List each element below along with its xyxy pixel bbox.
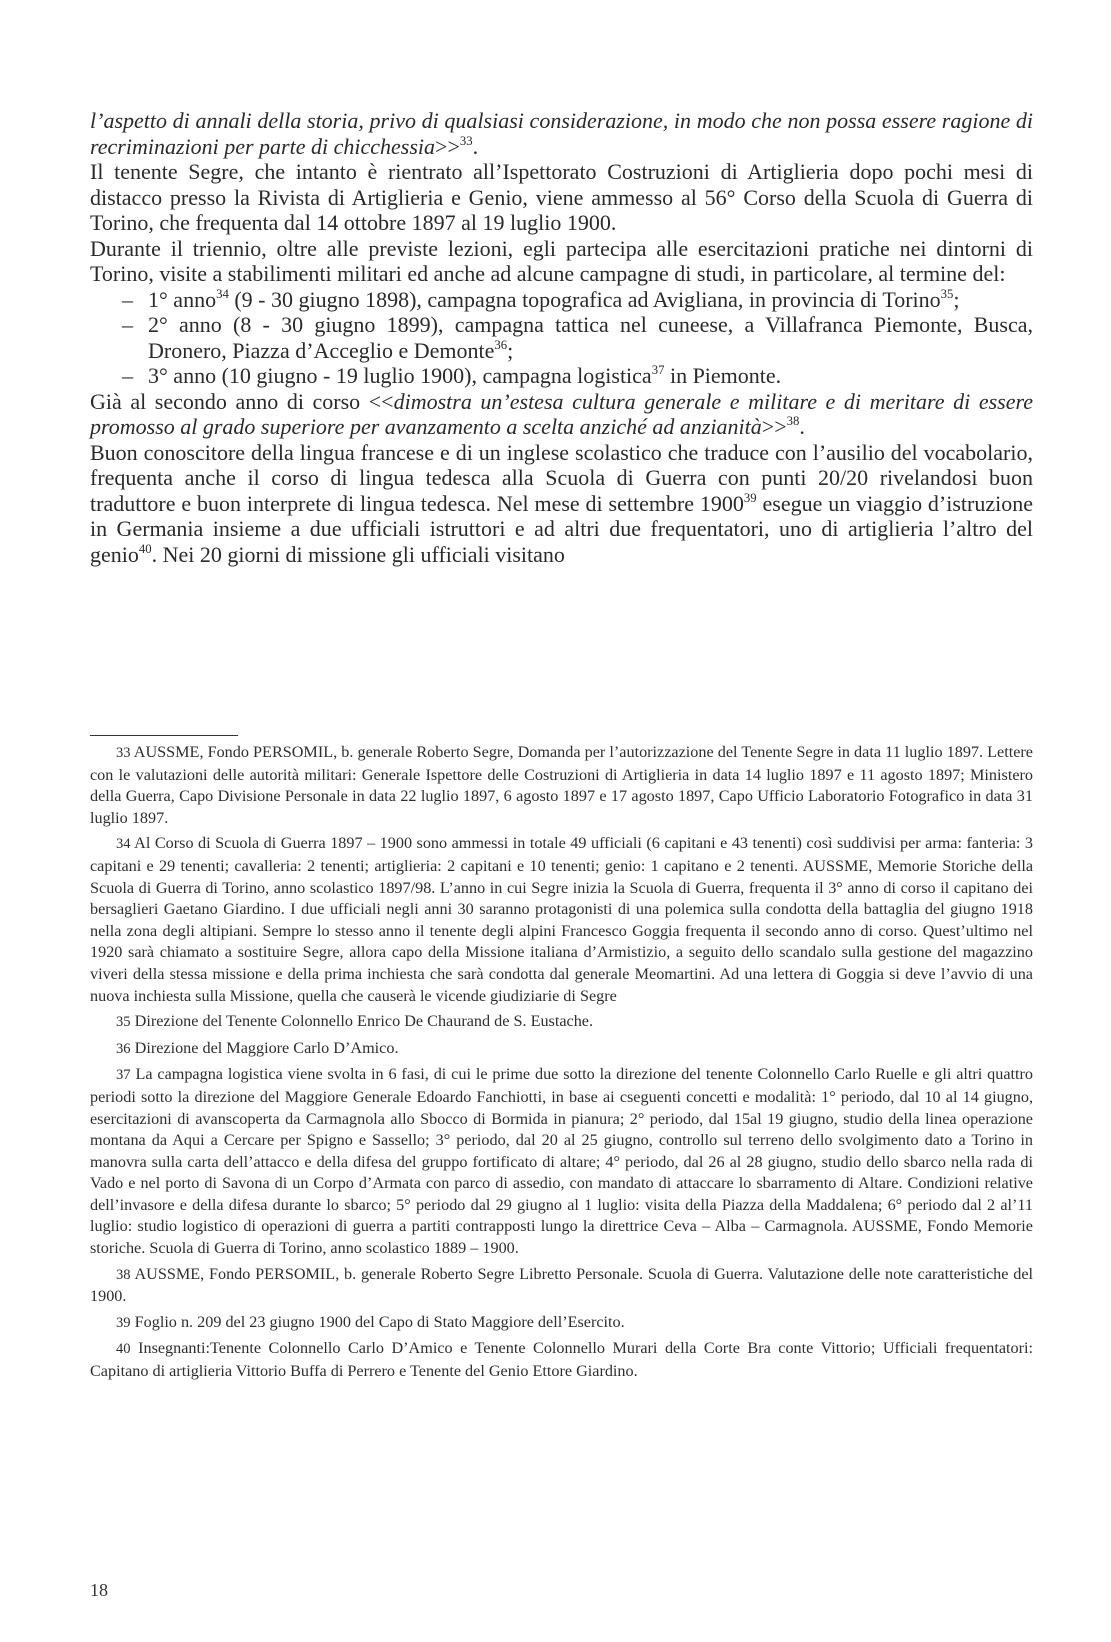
footnote-39: 39 Foglio n. 209 del 23 giugno 1900 del Capo di Stato Maggiore dell’Esercito.	[116, 1312, 625, 1331]
quote-text: l’aspetto di annali della storia, privo di qualsiasi considerazione, in modo che non possa essere ragione di recriminazioni per parte di chicchessia	[90, 108, 1033, 159]
page-number: 18	[90, 1580, 108, 1600]
footnote-38: 38 AUSSME, Fondo PERSOMIL, b. generale Roberto Segre Libretto Personale. Scuola di Guerra. Valutazione delle note caratteristiche del 1900.	[90, 1264, 1033, 1306]
paragraph-languages: Buon conoscitore della lingua francese e di un inglese scolastico che traduce con l’ausilio del vocabolario, frequenta anche il corso di lingua tedesca alla Scuola di Guerra con punti 20/20 rivelandosi buon traduttore e buon interprete di lingua tedesca. Nel mese di settembre 1900$^{39}$ esegue un viaggio d’istruzione in Germania insieme a due ufficiali istruttori e ad altri due frequentatori, uno di artiglieria l’altro del genio$^{40}$. Nei 20 giorni di missione gli ufficiali visitano	[90, 439, 1033, 567]
footnote-ref-39[interactable]: 39	[743, 490, 757, 505]
footnote-number: 33	[116, 745, 131, 761]
dash-bullet: –	[122, 286, 133, 312]
footnote-33: 33 AUSSME, Fondo PERSOMIL, b. generale Roberto Segre, Domanda per l’autorizzazione del Tenente Segre in data 11 luglio 1897. Lettere con le valutazioni delle autorità militari: Generale Ispettore delle Costruzioni di Artiglieria in data 14 luglio 1897 e 11 agosto 1897; Ministero della Guerra, Capo Divisione Personale in data 22 luglio 1897, 6 agosto 1897 e 17 agosto 1897, Capo Ufficio Laboratorio Fotografico in data 31 luglio 1897.	[90, 743, 1033, 827]
paragraph-triennio: Durante il triennio, oltre alle previste lezioni, egli partecipa alle esercitazioni pratiche nei dintorni di Torino, visite a stabilimenti militari ed anche ad alcune campagne di studi, in particolare, al termine del:	[90, 235, 1033, 286]
footnote-number: 38	[116, 1266, 131, 1283]
footnote-number: 35	[116, 1014, 131, 1031]
footnote-number: 40	[116, 1341, 131, 1358]
footnotes	[90, 742, 1033, 1387]
main-text	[90, 108, 1033, 567]
footnote-ref-40[interactable]: 40	[138, 541, 152, 556]
footnote-ref-37[interactable]: 37	[651, 363, 665, 378]
footnote-ref-34[interactable]: 34	[216, 286, 229, 301]
quote-text: dimostra un’estesa cultura generale e militare e di meritare di essere promosso al grado superiore per avanzamento a scelta anziché ad anzianità	[90, 388, 1033, 439]
list-item: – 2° anno (8 - 30 giugno 1899), campagna tattica nel cuneese, a Villafranca Piemonte, Busca, Dronero, Piazza d’Acceglio e Demonte$^{36}$;	[122, 312, 1033, 363]
footnote-40: 40 Insegnanti:Tenente Colonnello Carlo D’Amico e Tenente Colonnello Murari della Corte Bra conte Vittorio; Ufficiali frequentatori: Capitano di artiglieria Vittorio Buffa di Perrero e Tenente del Genio Ettore Giardino.	[90, 1339, 1033, 1381]
campaign-list	[90, 287, 1033, 389]
paragraph-segre-admission: Il tenente Segre, che intanto è rientrato all’Ispettorato Costruzioni di Artiglieria dopo pochi mesi di distacco presso la Rivista di Artiglieria e Genio, viene ammesso al 56° Corso della Scuola di Guerra di Torino, che frequenta dal 14 ottobre 1897 al 19 luglio 1900.	[90, 159, 1033, 235]
footnote-ref-33[interactable]: 33	[459, 133, 473, 148]
list-item: – 3° anno (10 giugno - 19 luglio 1900), campagna logistica$^{37}$ in Piemonte.	[122, 363, 782, 388]
footnote-34: 34 Al Corso di Scuola di Guerra 1897 – 1900 sono ammessi in totale 49 ufficiali (6 capitani e 43 tenenti) così suddivisi per arma: fanteria: 3 capitani e 29 tenenti; cavalleria: 2 tenenti; artiglieria: 2 capitani e 10 tenenti; genio: 1 capitano e 2 tenenti. AUSSME, Memorie Storiche della Scuola di Guerra di Torino, anno scolastico 1897/98. L’anno in cui Segre inizia la Scuola di Guerra, frequenta il 3° anno di corso il capitano dei bersaglieri Gaetano Giardino. I due ufficiali negli anni 30 saranno protagonisti di una polemica sulla condotta della battaglia del giugno 1918 nella zona degli altipiani. Sempre lo stesso anno il tenente degli alpini Francesco Goggia frequenta il secondo anno di corso. Quest’ultimo nel 1920 sarà chiamato a sostituire Segre, allora capo della Missione italiana d’Armistizio, a seguito dello scandalo sulla gestione del magazzino viveri della stessa missione e della prima inchiesta che sarà condotta dal generale Meomartini. Ad una lettera di Goggia si deve l’avvio di una nuova inchiesta sulla Missione, quella che causerà le vicende giudiziarie di Segre	[90, 834, 1033, 1005]
footnote-number: 37	[116, 1067, 131, 1084]
footnote-number: 36	[116, 1040, 131, 1057]
paragraph-quote-continuation: l’aspetto di annali della storia, privo di qualsiasi considerazione, in modo che non possa essere ragione di recriminazioni per parte di chicchessia>>$^{33}$.	[90, 108, 1033, 159]
footnote-37: 37 La campagna logistica viene svolta in 6 fasi, di cui le prime due sotto la direzione del tenente Colonnello Carlo Ruelle e gli altri quattro periodi sotto la direzione del Maggiore Generale Edoardo Fanchiotti, in base ai cseguenti concetti e modalità: 1° periodo, dal 10 al 14 giugno, esercitazioni di avanscoperta da Carmagnola allo Sbocco di Bormida in pianura; 2° periodo, dal 15al 19 giugno, studio della linea operazione montana da Aqui a Cercare per Spigno e Sassello; 3° periodo, dal 20 al 25 giugno, controllo sul terreno dello svolgimento dato a Torino in manovra sulla carta dell’attacco e della difesa del gruppo fortificato di altare; 4° periodo, dal 26 al 28 giugno, studio dello sbarco nella rada di Vado e nel porto di Savona di un Corpo d’Armata con parco di assedio, con mandato di attaccare lo sbarramento di Altare. Condizioni relative dell’invasore e della difesa durante lo sbarco; 5° periodo dal 29 giugno al 1 luglio: visita della Piazza della Maddalena; 6° periodo dal 2 al’11 luglio: studio logistico di operazioni di guerra a partiti contrapposti lungo la direttrice Ceva – Alba – Carmagnola. AUSSME, Fondo Memorie storiche. Scuola di Guerra di Torino, anno scolastico 1889 – 1900.	[90, 1065, 1033, 1258]
footnote-35: 35 Direzione del Tenente Colonnello Enrico De Chaurand de S. Eustache.	[116, 1012, 594, 1031]
footnote-36: 36 Direzione del Maggiore Carlo D’Amico.	[116, 1038, 399, 1057]
paragraph-second-year: Già al secondo anno di corso <<dimostra un’estesa cultura generale e militare e di meritare di essere promosso al grado superiore per avanzamento a scelta anziché ad anzianità>>$^{38}$.	[90, 388, 1033, 439]
footnote-ref-35[interactable]: 35	[940, 286, 954, 301]
list-item: – 1° anno$^{34}$ (9 - 30 giugno 1898), campagna topografica ad Avigliana, in provincia di Torino$^{35}$;	[122, 286, 960, 312]
footnote-number: 34	[116, 836, 131, 853]
footnote-ref-38[interactable]: 38	[786, 414, 800, 429]
footnote-divider	[90, 735, 238, 736]
dash-bullet: –	[122, 363, 133, 388]
quote-close: >>	[435, 133, 460, 159]
footnote-ref-36[interactable]: 36	[494, 337, 508, 352]
dash-bullet: –	[122, 312, 133, 337]
footnote-number: 39	[116, 1314, 131, 1331]
